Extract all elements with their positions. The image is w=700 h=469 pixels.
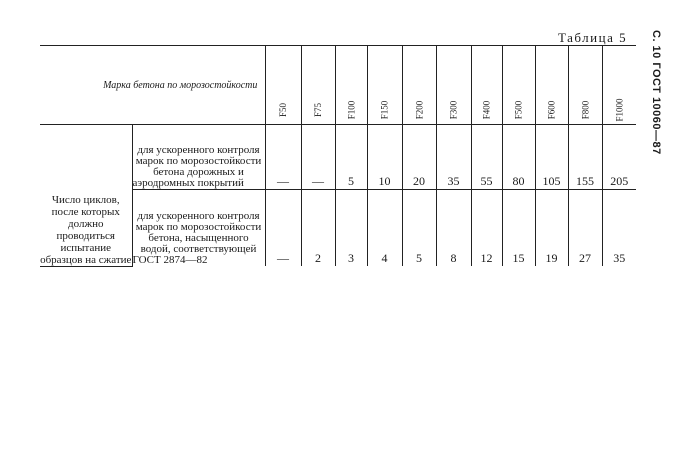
table-row bbox=[40, 125, 636, 190]
table-cell: 5 bbox=[335, 125, 367, 190]
column-header: F1000 bbox=[602, 46, 636, 125]
table-cell: 5 bbox=[402, 190, 436, 267]
table-cell: 27 bbox=[568, 190, 602, 267]
frost-resistance-table bbox=[40, 45, 636, 267]
table-cell: 35 bbox=[436, 125, 471, 190]
column-header: F600 bbox=[535, 46, 568, 125]
table-cell: 12 bbox=[471, 190, 502, 267]
standard-reference: С. 10 ГОСТ 10060—87 bbox=[650, 30, 662, 155]
column-header: F200 bbox=[402, 46, 436, 125]
row-group-header: Число циклов, после которых должно проводиться испытание образцов на сжатие bbox=[40, 125, 132, 267]
table-cell: 155 bbox=[568, 125, 602, 190]
page-header-vertical bbox=[648, 30, 668, 155]
table-caption: Таблица 5 bbox=[558, 30, 628, 45]
table-cell: 20 bbox=[402, 125, 436, 190]
table-cell: — bbox=[265, 190, 301, 267]
table-cell: 8 bbox=[436, 190, 471, 267]
column-header: F500 bbox=[502, 46, 535, 125]
column-header: F800 bbox=[568, 46, 602, 125]
column-header: F300 bbox=[436, 46, 471, 125]
row-description: для ускоренного контроля марок по морозостойкости бетона, насыщенного водой, соответствующей ГОСТ 2874—82 bbox=[132, 190, 265, 267]
table-cell: 15 bbox=[502, 190, 535, 267]
table-cell: 205 bbox=[602, 125, 636, 190]
row-description: для ускоренного контроля марок по морозостойкости бетона дорожных и аэродромных покрытий bbox=[132, 125, 265, 190]
column-header: F50 bbox=[265, 46, 301, 125]
table-cell: 105 bbox=[535, 125, 568, 190]
header-row bbox=[40, 46, 636, 125]
table-cell: 35 bbox=[602, 190, 636, 267]
table-cell: 4 bbox=[367, 190, 402, 267]
corner-header: Марка бетона по морозостойкости bbox=[40, 46, 265, 125]
table-cell: — bbox=[265, 125, 301, 190]
table-cell: 3 bbox=[335, 190, 367, 267]
table-cell: 2 bbox=[301, 190, 335, 267]
table-cell: 10 bbox=[367, 125, 402, 190]
column-header: F150 bbox=[367, 46, 402, 125]
column-header: F100 bbox=[335, 46, 367, 125]
table-cell: — bbox=[301, 125, 335, 190]
table-cell: 55 bbox=[471, 125, 502, 190]
column-header: F75 bbox=[301, 46, 335, 125]
column-header: F400 bbox=[471, 46, 502, 125]
table-cell: 19 bbox=[535, 190, 568, 267]
table-cell: 80 bbox=[502, 125, 535, 190]
